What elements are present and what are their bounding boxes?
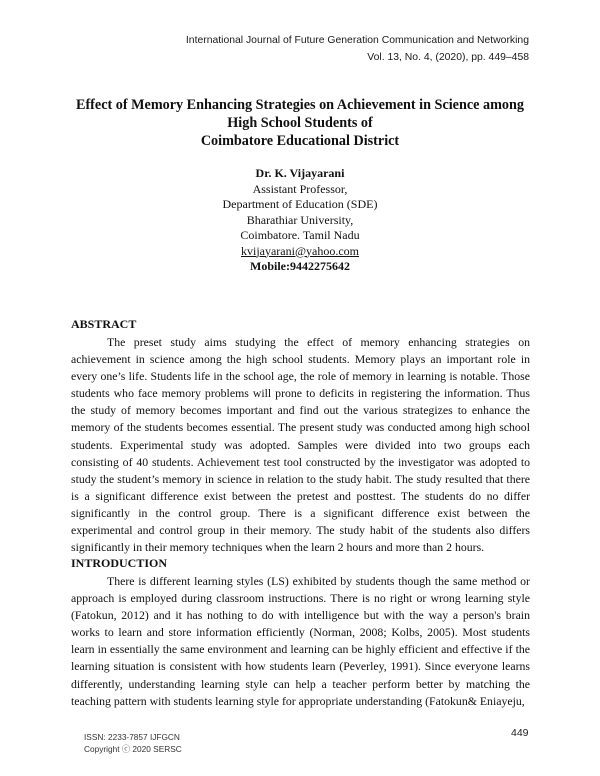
author-university: Bharathiar University,	[246, 212, 354, 227]
page-number: 449	[511, 727, 529, 739]
footer-left	[84, 731, 182, 755]
introduction-text: There is different learning styles (LS) exhibited by students though the same method or approach is employed during classroom instructions. There is no right or wrong learning style (Fatokun, 2012) and it has nothing to do with intelligence but with the way a person's brain works to learn and store information efficiently (Norman, 2008; Kolbs, 2005). Most students learn in essentially the same environment and learning can be highly efficient and effective if the learning situation is consistent with how students learn (Peverley, 1991). Since everyone learns differently, understanding learning style can help a teacher perform better by matching the teaching pattern with students learning style for appropriate understanding (Fatokun& Eniayeju,	[71, 574, 530, 708]
journal-name: International Journal of Future Generation Communication and Networking	[185, 35, 529, 46]
running-header	[186, 32, 529, 66]
title-line-2: High School Students of	[227, 115, 373, 131]
title-line-1: Effect of Memory Enhancing Strategies on Achievement in Science among	[75, 97, 525, 113]
abstract-text: The preset study aims studying the effect of memory enhancing strategies on achievement in science among the high school students. Memory plays an important role in every one’s life. Students life in the school age, the role of memory in learning is notable. Those students who face memory problems will prone to deficits in registering the information. Thus the study of memory becomes important and find out the various strategizes to enhance the memory of the students becomes essential. The present study was conducted among high school students. Experimental study was adopted. Samples were divided into two groups each consisting of 40 students. Achievement test tool constructed by the investigator was adopted to study the student’s memory in science in relation to the study habit. The study resulted that there is a significant difference exist between the pretest and posttest. The students do no differ significantly in the control group. There is a significant difference exist between the experimental and control group in their memory. The study habit of the students also differs significantly in their memory techniques when the learn 2 hours and more than 2 hours.	[71, 335, 530, 555]
author-block	[100, 166, 500, 275]
volume-info: Vol. 13, No. 4, (2020), pp. 449–458	[367, 52, 529, 63]
author-location: Coimbatore. Tamil Nadu	[240, 228, 360, 242]
paper-title	[60, 96, 540, 150]
author-position: Assistant Professor,	[252, 181, 348, 196]
author-email-link[interactable]: kvijayarani@yahoo.com	[240, 243, 359, 258]
issn: ISSN: 2233-7857 IJFGCN	[84, 732, 180, 742]
copyright: Copyright ⓒ 2020 SERSC	[84, 744, 182, 754]
author-name: Dr. K. Vijayarani	[255, 166, 345, 180]
author-department: Department of Education (SDE)	[222, 197, 378, 211]
abstract-heading: ABSTRACT	[71, 317, 137, 331]
author-mobile: Mobile:9442275642	[250, 259, 350, 273]
title-line-3: Coimbatore Educational District	[200, 133, 400, 149]
introduction-heading: INTRODUCTION	[71, 556, 168, 570]
